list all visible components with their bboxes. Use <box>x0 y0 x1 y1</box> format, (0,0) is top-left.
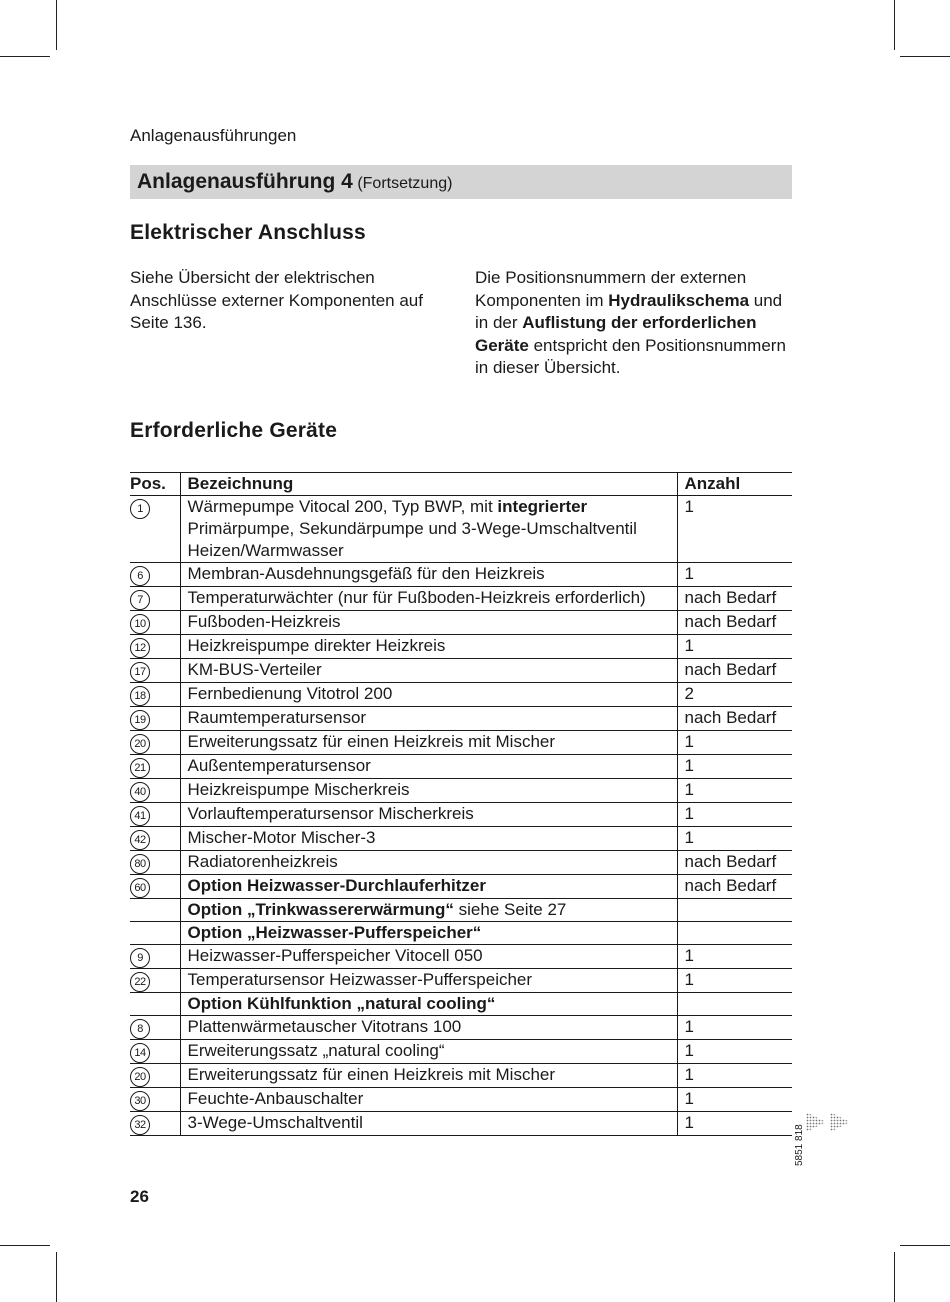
device-name: Temperatursensor Heizwasser-Pufferspeicher <box>180 969 677 993</box>
table-row <box>130 755 792 779</box>
device-name: 3-Wege-Umschaltventil <box>180 1112 677 1136</box>
col-header-qty: Anzahl <box>677 473 792 496</box>
device-name: Plattenwärmetauscher Vitotrans 100 <box>180 1016 677 1040</box>
device-qty: 1 <box>677 563 792 587</box>
device-name: Heizwasser-Pufferspeicher Vitocell 050 <box>180 945 677 969</box>
crop-mark <box>0 56 50 57</box>
document-code: 5851 818 <box>794 1124 805 1166</box>
device-name: Vorlauftemperatursensor Mischerkreis <box>180 803 677 827</box>
device-name: Heizkreispumpe Mischerkreis <box>180 779 677 803</box>
table-row <box>130 945 792 969</box>
crop-mark <box>894 0 895 50</box>
col-header-pos: Pos. <box>130 473 180 496</box>
option-row <box>130 993 792 1016</box>
position-number: 80 <box>130 854 150 874</box>
table-header-row <box>130 473 792 496</box>
position-number: 32 <box>130 1115 150 1135</box>
option-pufferspeicher: Option „Heizwasser-Pufferspeicher“ <box>180 922 677 945</box>
device-qty: 1 <box>677 945 792 969</box>
crop-mark <box>0 1245 50 1246</box>
device-qty: 1 <box>677 496 792 563</box>
position-number: 10 <box>130 614 150 634</box>
option-natural-cooling: Option Kühlfunktion „natural cooling“ <box>180 993 677 1016</box>
device-qty: 1 <box>677 1064 792 1088</box>
device-qty: 1 <box>677 803 792 827</box>
device-qty: nach Bedarf <box>677 587 792 611</box>
table-row <box>130 851 792 875</box>
device-name: Heizkreispumpe direkter Heizkreis <box>180 635 677 659</box>
device-name: Erweiterungssatz für einen Heizkreis mit Mischer <box>180 731 677 755</box>
section-title-bar <box>130 165 792 199</box>
position-number: 8 <box>130 1019 150 1039</box>
device-qty: nach Bedarf <box>677 875 792 899</box>
electric-right-text: Die Positionsnummern der externen Komponenten im Hydraulikschema und in der Auflistung der erforderlichen Geräte entspricht den Positionsnummern in dieser Übersicht. <box>475 268 786 377</box>
table-row <box>130 875 792 899</box>
table-row <box>130 683 792 707</box>
device-name: Option Heizwasser-Durchlauferhitzer <box>180 875 677 899</box>
device-qty: 1 <box>677 969 792 993</box>
position-number: 1 <box>130 499 150 519</box>
table-row <box>130 1112 792 1136</box>
table-row <box>130 1088 792 1112</box>
device-name: Fernbedienung Vitotrol 200 <box>180 683 677 707</box>
device-qty: nach Bedarf <box>677 707 792 731</box>
position-number: 14 <box>130 1043 150 1063</box>
table-row <box>130 659 792 683</box>
heading-devices: Erforderliche Geräte <box>130 419 338 442</box>
running-head: Anlagenausführungen <box>130 126 297 145</box>
device-name: Erweiterungssatz „natural cooling“ <box>180 1040 677 1064</box>
section-suffix: (Fortsetzung) <box>357 175 453 192</box>
section-title: Anlagenausführung 4 <box>137 170 353 193</box>
device-name: Temperaturwächter (nur für Fußboden-Heizkreis erforderlich) <box>180 587 677 611</box>
position-number: 12 <box>130 638 150 658</box>
position-number: 21 <box>130 758 150 778</box>
device-qty: 1 <box>677 1112 792 1136</box>
table-row <box>130 496 792 563</box>
devices-table <box>130 472 792 1136</box>
position-number: 42 <box>130 830 150 850</box>
device-name: Wärmepumpe Vitocal 200, Typ BWP, mit integrierter Primärpumpe, Sekundärpumpe und 3-Wege-Umschaltventil Heizen/Warmwasser <box>180 496 677 563</box>
table-row <box>130 1016 792 1040</box>
device-name: Außentemperatursensor <box>180 755 677 779</box>
position-number: 30 <box>130 1091 150 1111</box>
device-qty: nach Bedarf <box>677 659 792 683</box>
position-number: 22 <box>130 972 150 992</box>
crop-mark <box>56 1252 57 1302</box>
position-number: 20 <box>130 734 150 754</box>
device-name: Raumtemperatursensor <box>180 707 677 731</box>
device-qty: nach Bedarf <box>677 611 792 635</box>
device-qty: 1 <box>677 1016 792 1040</box>
table-row <box>130 779 792 803</box>
col-header-name: Bezeichnung <box>180 473 677 496</box>
crop-mark <box>894 1252 895 1302</box>
position-number: 6 <box>130 566 150 586</box>
device-name: Feuchte-Anbauschalter <box>180 1088 677 1112</box>
device-qty: 1 <box>677 755 792 779</box>
table-row <box>130 587 792 611</box>
device-qty: 1 <box>677 731 792 755</box>
device-qty: 2 <box>677 683 792 707</box>
device-qty: 1 <box>677 635 792 659</box>
crop-mark <box>900 1245 950 1246</box>
table-row <box>130 707 792 731</box>
continue-arrows-icon <box>806 1110 852 1139</box>
device-name: KM-BUS-Verteiler <box>180 659 677 683</box>
position-number: 18 <box>130 686 150 706</box>
position-number: 60 <box>130 878 150 898</box>
option-row <box>130 922 792 945</box>
option-row <box>130 899 792 922</box>
electric-left-text: Siehe Übersicht der elektrischen Anschlüsse externer Komponenten auf Seite 136. <box>130 268 423 332</box>
position-number: 17 <box>130 662 150 682</box>
position-number: 40 <box>130 782 150 802</box>
device-qty: nach Bedarf <box>677 851 792 875</box>
device-name: Fußboden-Heizkreis <box>180 611 677 635</box>
device-qty: 1 <box>677 779 792 803</box>
device-name: Membran-Ausdehnungsgefäß für den Heizkreis <box>180 563 677 587</box>
crop-mark <box>900 56 950 57</box>
page-number: 26 <box>130 1187 149 1206</box>
table-row <box>130 827 792 851</box>
device-name: Radiatorenheizkreis <box>180 851 677 875</box>
device-name: Erweiterungssatz für einen Heizkreis mit Mischer <box>180 1064 677 1088</box>
table-row <box>130 969 792 993</box>
device-qty: 1 <box>677 1040 792 1064</box>
option-trinkwasser: Option „Trinkwassererwärmung“ siehe Seite 27 <box>180 899 677 922</box>
position-number: 9 <box>130 948 150 968</box>
device-qty: 1 <box>677 1088 792 1112</box>
device-name: Mischer-Motor Mischer-3 <box>180 827 677 851</box>
position-number: 7 <box>130 590 150 610</box>
table-row <box>130 1064 792 1088</box>
table-row <box>130 803 792 827</box>
position-number: 20 <box>130 1067 150 1087</box>
table-row <box>130 731 792 755</box>
heading-electric: Elektrischer Anschluss <box>130 221 366 244</box>
table-row <box>130 611 792 635</box>
table-row <box>130 635 792 659</box>
table-row <box>130 1040 792 1064</box>
table-row <box>130 563 792 587</box>
position-number: 41 <box>130 806 150 826</box>
position-number: 19 <box>130 710 150 730</box>
crop-mark <box>56 0 57 50</box>
device-qty: 1 <box>677 827 792 851</box>
